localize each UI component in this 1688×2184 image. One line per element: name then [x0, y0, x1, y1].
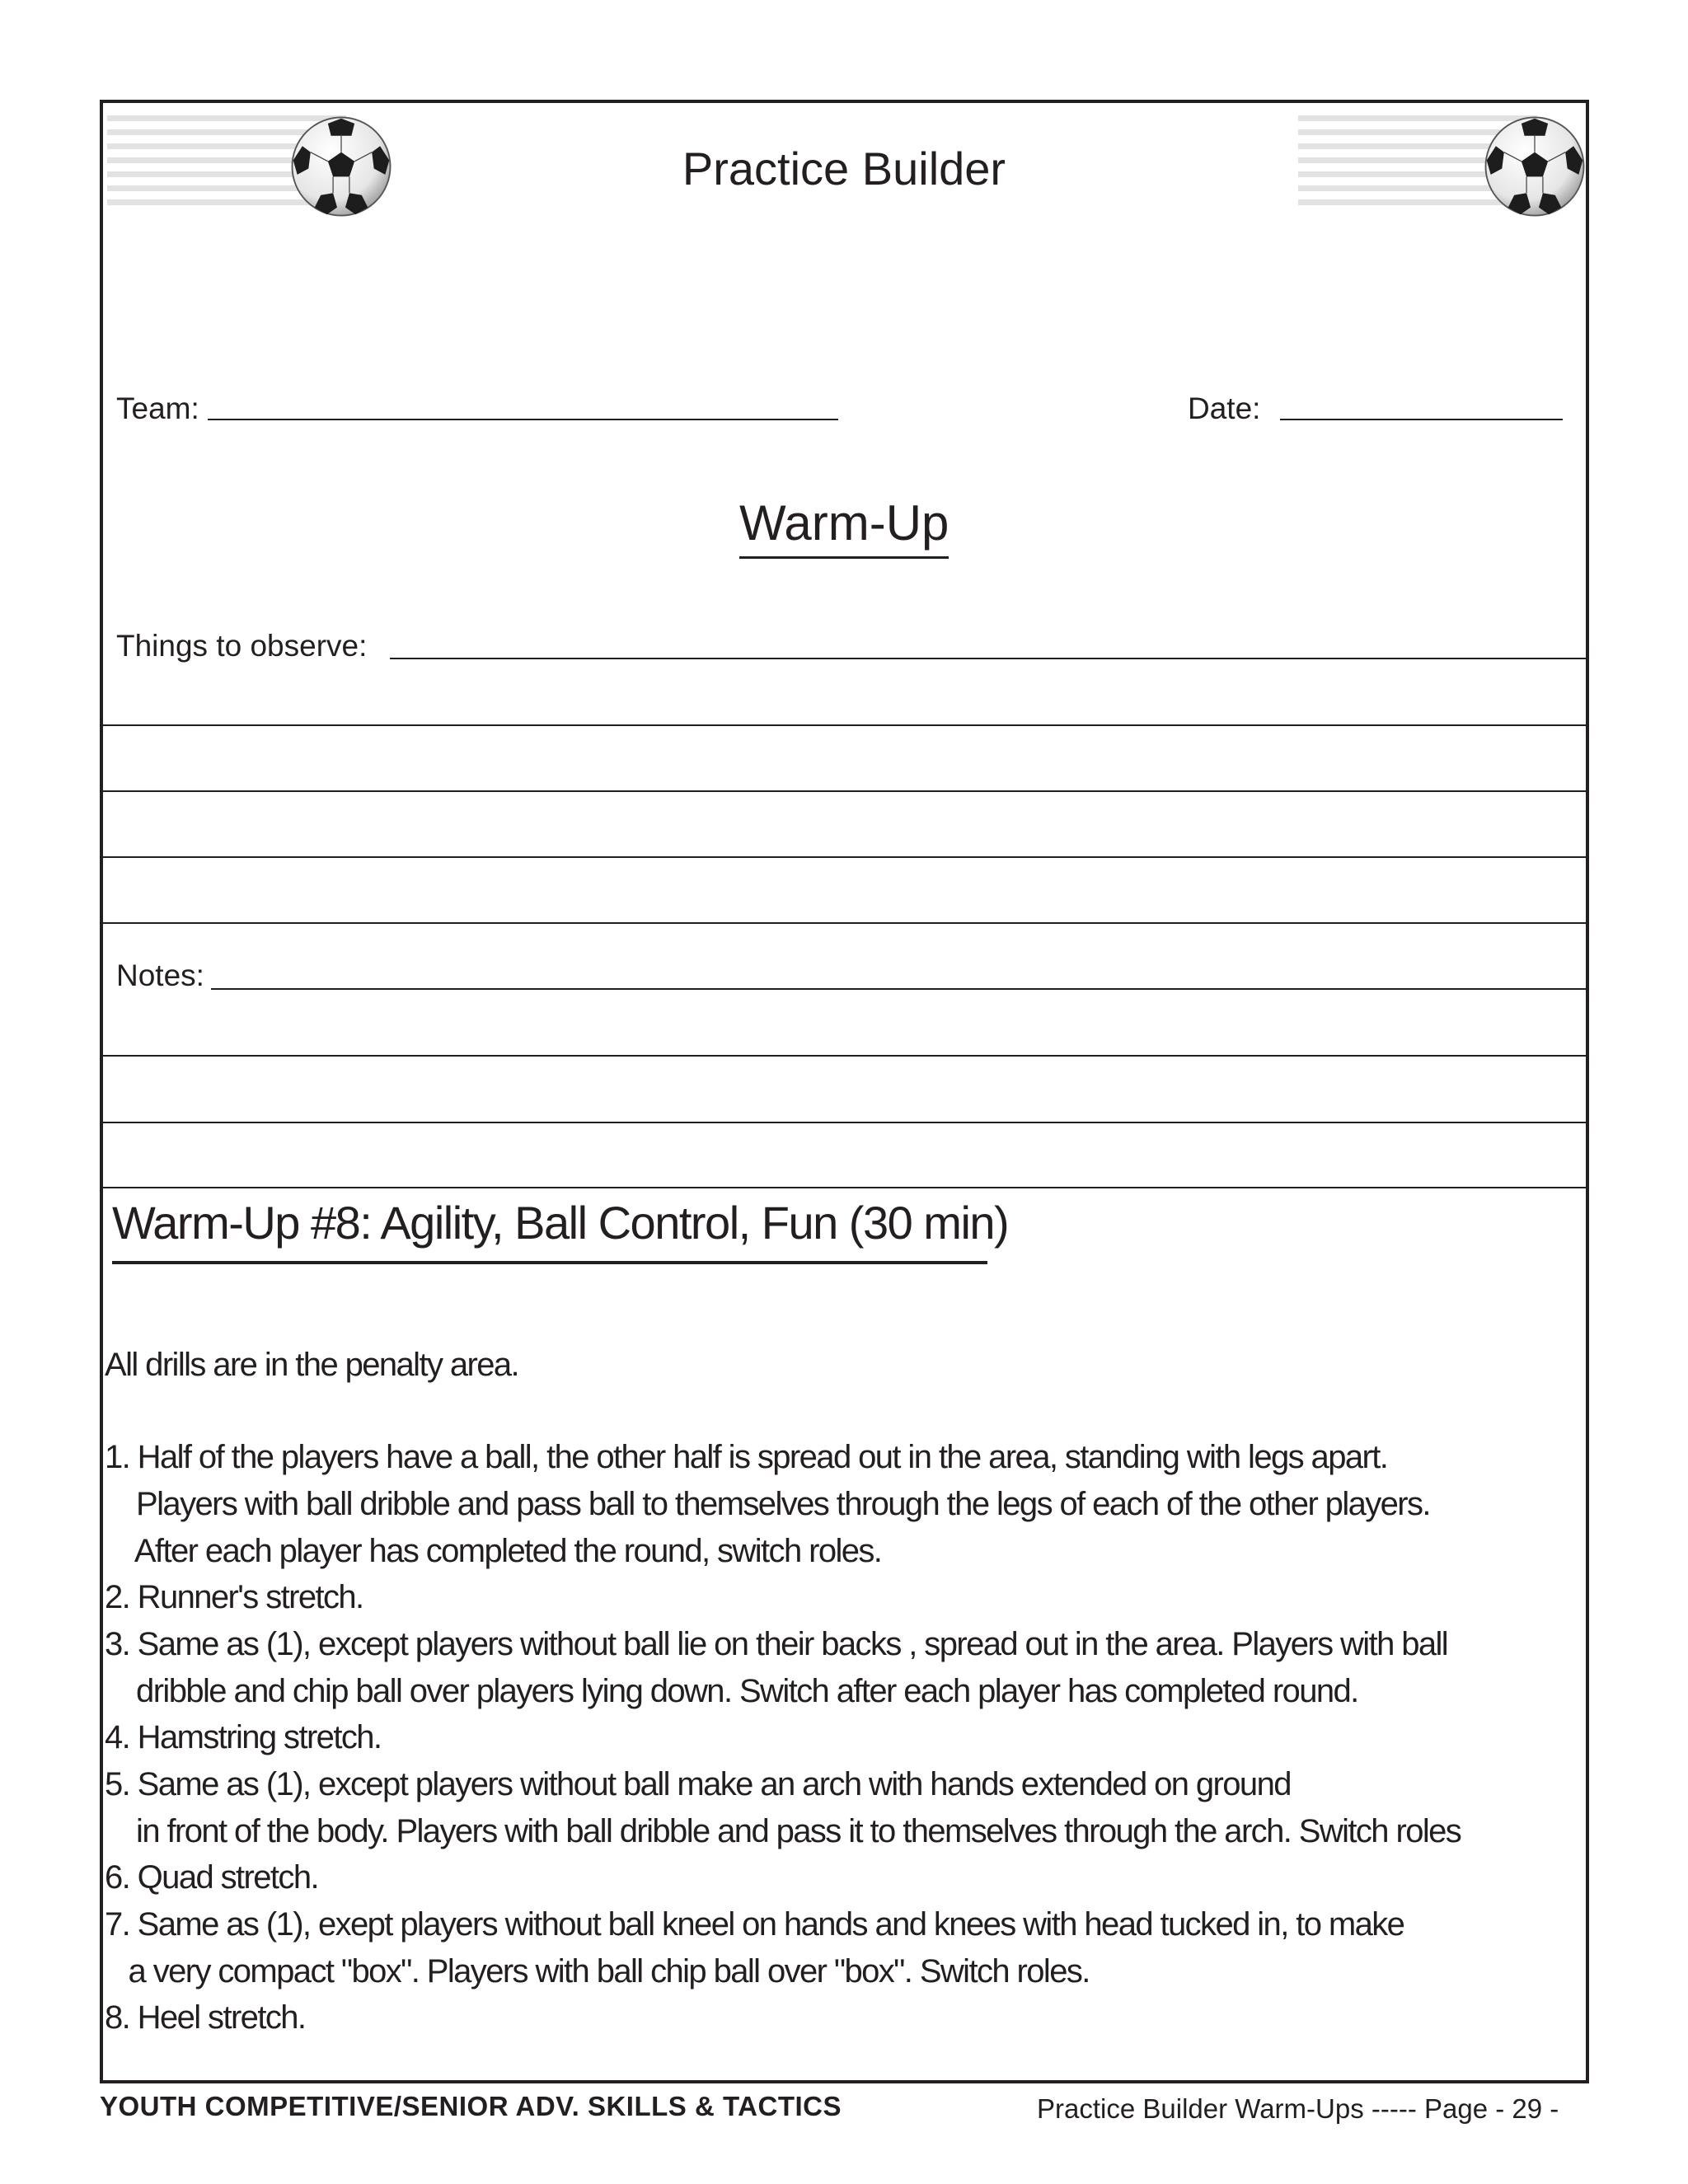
list-item: a very compact "box". Players with ball chip ball over "box". Switch roles.: [105, 1953, 1090, 1990]
list-item: 4. Hamstring stretch.: [105, 1719, 382, 1755]
section-heading: Warm-Up: [739, 494, 949, 559]
team-field[interactable]: [208, 419, 838, 420]
observe-line[interactable]: [101, 724, 1587, 726]
observe-label: Things to observe:: [116, 629, 368, 663]
list-item: in front of the body. Players with ball dribble and pass it to themselves through the arch. Switch roles: [105, 1813, 1461, 1849]
list-item: 8. Heel stretch.: [105, 1999, 306, 2036]
observe-line[interactable]: [101, 790, 1587, 792]
notes-line[interactable]: [101, 1122, 1587, 1123]
list-item: 6. Quad stretch.: [105, 1859, 318, 1896]
list-item: 3. Same as (1), except players without ball lie on their backs , spread out in the area. Players with ball: [105, 1626, 1448, 1662]
page-title: Practice Builder: [682, 143, 1006, 194]
observe-line[interactable]: [390, 658, 1587, 659]
drill-intro: All drills are in the penalty area.: [105, 1347, 519, 1383]
list-item: 5. Same as (1), except players without ball make an arch with hands extended on ground: [105, 1766, 1291, 1802]
observe-line[interactable]: [101, 922, 1587, 924]
list-item: dribble and chip ball over players lying down. Switch after each player has completed round.: [105, 1673, 1358, 1709]
observe-line[interactable]: [101, 856, 1587, 858]
drill-heading: Warm-Up #8: Agility, Ball Control, Fun (30 min): [112, 1197, 987, 1264]
footer-right: Practice Builder Warm-Ups ----- Page - 29 -: [1037, 2093, 1559, 2124]
date-label: Date:: [1188, 391, 1261, 425]
list-item: 2. Runner's stretch.: [105, 1579, 363, 1615]
list-item: 1. Half of the players have a ball, the other half is spread out in the area, standing with legs apart.: [105, 1439, 1388, 1475]
notes-line[interactable]: [211, 988, 1587, 990]
team-label: Team:: [116, 391, 199, 425]
drill-list: [105, 1434, 1586, 2044]
list-item: Players with ball dribble and pass ball to themselves through the legs of each of the other players.: [105, 1486, 1430, 1522]
notes-line[interactable]: [101, 1187, 1587, 1188]
list-item: After each player has completed the round, switch roles.: [105, 1533, 882, 1569]
footer-left: YOUTH COMPETITIVE/SENIOR ADV. SKILLS & TACTICS: [100, 2091, 842, 2121]
notes-label: Notes:: [116, 958, 204, 992]
date-field[interactable]: [1280, 419, 1563, 420]
list-item: 7. Same as (1), exept players without ball kneel on hands and knees with head tucked in, to make: [105, 1906, 1404, 1943]
notes-line[interactable]: [101, 1055, 1587, 1057]
